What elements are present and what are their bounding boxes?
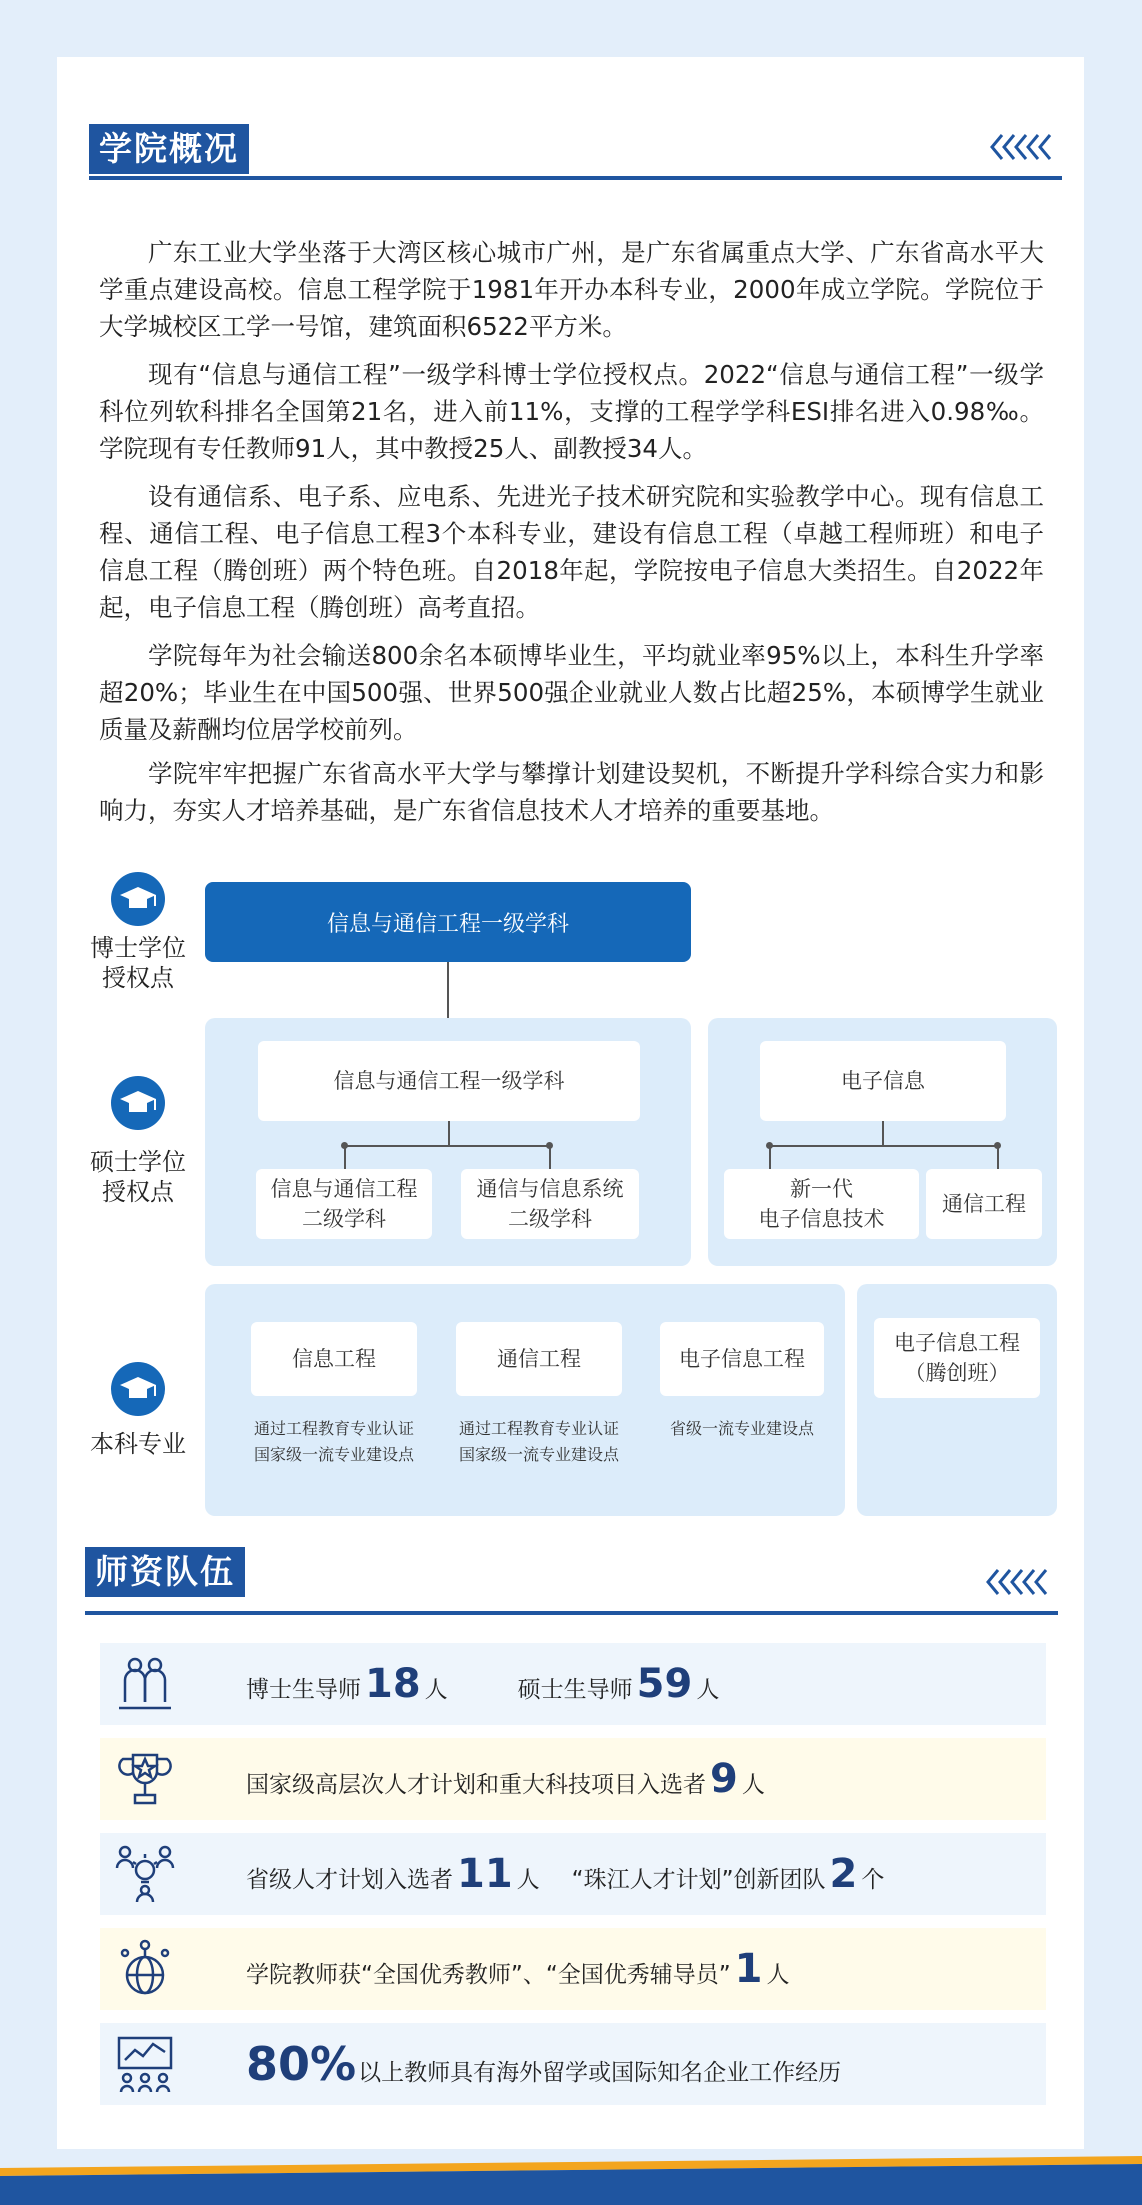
provincial-talent-count: 11 <box>457 1851 513 1897</box>
phd-discipline-box: 信息与通信工程一级学科 <box>205 882 691 962</box>
chevron-decoration-icon <box>984 1566 1056 1598</box>
paragraph-discipline: 现有“信息与通信工程”一级学科博士学位授权点。2022“信息与通信工程”一级学科位列软科排名全国第21名，进入前11%，支撑的工程学学科ESI排名进入0.98‰。学院现有专任教师91人，其中教授25人、副教授34人。 <box>99 360 1044 463</box>
major-note: 通过工程教育专业认证 <box>458 1419 619 1438</box>
label-undergrad: 本科专业 <box>90 1430 186 1458</box>
new-gen-electronics-box <box>724 1169 919 1239</box>
globe-network-icon <box>100 1937 190 2001</box>
section-title-faculty: 师资队伍 <box>85 1547 245 1597</box>
connector-line <box>549 1147 551 1169</box>
graduation-cap-icon <box>111 1076 165 1130</box>
faculty-row-overseas <box>100 2023 1046 2105</box>
faculty-row-excellent-teacher <box>100 1928 1046 2010</box>
undergrad-panel-left <box>205 1284 845 1516</box>
paragraph-intro: 广东工业大学坐落于大湾区核心城市广州，是广东省属重点大学、广东省高水平大学重点建设高校。信息工程学院于1981年开办本科专业，2000年成立学院。学院位于大学城校区工学一号馆，建筑面积6522平方米。 <box>99 238 1044 341</box>
connector-line <box>448 1121 450 1145</box>
national-talent-label: 国家级高层次人才计划和重大科技项目入选者 <box>246 1772 706 1798</box>
comm-eng-master-box: 通信工程 <box>926 1169 1042 1239</box>
box-line: 二级学科 <box>302 1207 386 1231</box>
major-electronic-info-box: 电子信息工程 <box>660 1322 824 1396</box>
faculty-row-national-talent <box>100 1738 1046 1820</box>
trophy-icon <box>100 1747 190 1811</box>
major-note: 国家级一流专业建设点 <box>458 1445 619 1464</box>
national-talent-count: 9 <box>710 1756 738 1802</box>
unit: 个 <box>861 1867 885 1893</box>
overseas-label: 以上教师具有海外留学或国际知名企业工作经历 <box>358 2060 842 2086</box>
master-supervisors-count: 59 <box>636 1661 693 1707</box>
unit: 人 <box>741 1772 765 1798</box>
team-idea-icon <box>100 1842 190 1906</box>
phd-supervisors-label: 博士生导师 <box>246 1677 361 1703</box>
faculty-row-supervisors <box>100 1643 1046 1725</box>
unit: 人 <box>696 1677 720 1703</box>
excellent-teacher-label: 学院教师获“全国优秀教师”、“全国优秀辅导员” <box>246 1962 731 1988</box>
section-title-overview: 学院概况 <box>89 124 249 174</box>
section-rule <box>85 1611 1058 1615</box>
chevron-decoration-icon <box>988 131 1060 163</box>
box-line: 二级学科 <box>508 1207 592 1231</box>
unit: 人 <box>516 1867 540 1893</box>
label-master-1: 硕士学位 <box>90 1148 186 1176</box>
box-line: （腾创班） <box>904 1361 1010 1385</box>
section-rule <box>89 176 1062 180</box>
phd-supervisors-count: 18 <box>365 1661 421 1707</box>
label-phd-1: 博士学位 <box>90 934 186 962</box>
connector-line <box>344 1147 346 1169</box>
pearl-river-team-label: “珠江人才计划”创新团队 <box>571 1867 826 1893</box>
graduation-cap-icon <box>111 1362 165 1416</box>
graduation-cap-icon <box>111 872 165 926</box>
master-discipline-box: 信息与通信工程一级学科 <box>258 1041 640 1121</box>
unit: 人 <box>424 1677 448 1703</box>
box-line: 电子信息工程 <box>894 1331 1020 1355</box>
overseas-percentage: 80% <box>246 2037 357 2091</box>
major-note: 通过工程教育专业认证 <box>253 1419 414 1438</box>
box-line: 信息与通信工程 <box>270 1177 418 1201</box>
unit: 人 <box>766 1962 790 1988</box>
major-note: 省级一流专业建设点 <box>669 1419 814 1438</box>
major-info-eng-box: 信息工程 <box>251 1322 417 1396</box>
provincial-talent-label: 省级人才计划入选者 <box>246 1867 453 1893</box>
connector-line <box>769 1145 997 1147</box>
major-note: 国家级一流专业建设点 <box>253 1445 414 1464</box>
presentation-board-icon <box>100 2032 190 2096</box>
people-icon <box>100 1652 190 1716</box>
box-line: 新一代 <box>790 1177 853 1201</box>
faculty-row-provincial-talent <box>100 1833 1046 1915</box>
master-sub-box-cis <box>461 1169 639 1239</box>
box-line: 电子信息技术 <box>758 1207 885 1231</box>
excellent-teacher-count: 1 <box>734 1946 763 1992</box>
pearl-river-team-count: 2 <box>829 1851 858 1897</box>
connector-line <box>344 1145 550 1147</box>
label-phd-2: 授权点 <box>102 964 174 992</box>
master-supervisors-label: 硕士生导师 <box>517 1677 633 1703</box>
box-line: 通信与信息系统 <box>476 1177 624 1201</box>
connector-line <box>769 1147 771 1169</box>
label-master-2: 授权点 <box>102 1178 174 1206</box>
master-sub-box-ice <box>256 1169 432 1239</box>
connector-line <box>997 1147 999 1169</box>
paragraph-departments: 设有通信系、电子系、应电系、先进光子技术研究院和实验教学中心。现有信息工程、通信工程、电子信息工程3个本科专业，建设有信息工程（卓越工程师班）和电子信息工程（腾创班）两个特色班。自2018年起，学院按电子信息大类招生。自2022年起，电子信息工程（腾创班）高考直招。 <box>99 482 1044 622</box>
major-comm-eng-box: 通信工程 <box>456 1322 622 1396</box>
connector-line <box>882 1121 884 1145</box>
tengchuang-class-box <box>874 1318 1040 1398</box>
electronic-info-box: 电子信息 <box>760 1041 1006 1121</box>
paragraph-mission: 学院牢牢把握广东省高水平大学与攀撑计划建设契机，不断提升学科综合实力和影响力，夯实人才培养基础，是广东省信息技术人才培养的重要基地。 <box>99 759 1044 825</box>
bottom-stripe-decoration <box>0 2150 1142 2205</box>
paragraph-employment: 学院每年为社会输送800余名本硕博毕业生，平均就业率95%以上，本科生升学率超20%；毕业生在中国500强、世界500强企业就业人数占比超25%，本硕博学生就业质量及薪酬均位居学校前列。 <box>99 641 1044 744</box>
